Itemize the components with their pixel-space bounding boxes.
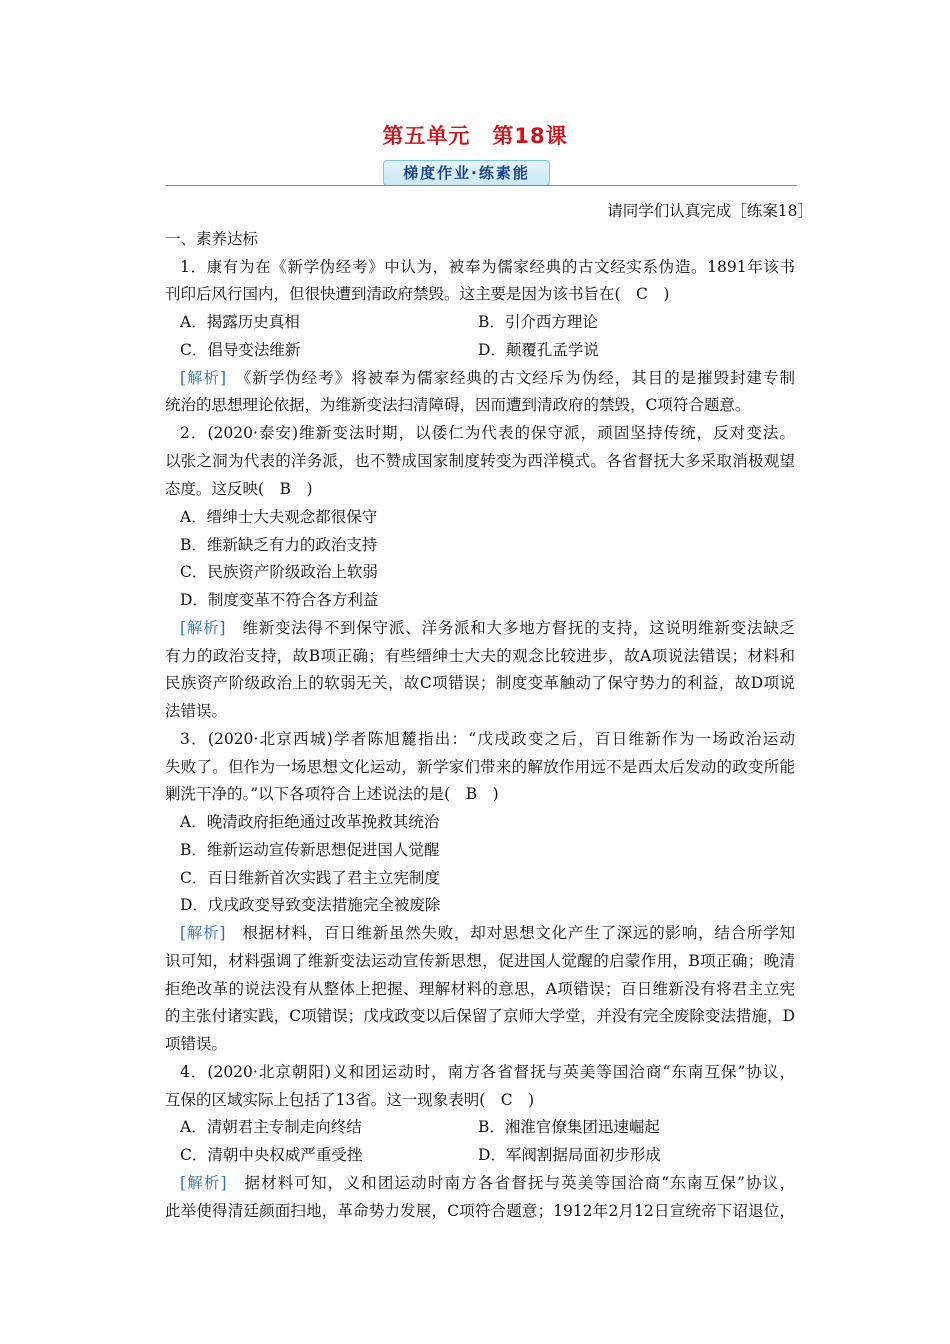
question-3-option-d: D．戊戌政变导致变法措施完全被废除 [180,896,441,914]
question-2-analysis-line-3: 民族资产阶级政治上的软弱无关，故C项错误；制度变革触动了保守势力的利益，故D项说 [165,674,795,692]
question-1-analysis-line-2: 统治的思想理论依据，为维新变法扫清障碍，因而遭到清政府的禁毁，C项符合题意。 [165,396,751,414]
question-3-stem-line-2: 失败了。但作为一场思想文化运动，新学家们带来的解放作用远不是西太后发动的政变所能 [165,758,795,776]
analysis-tag: [解析] [180,924,226,942]
question-1-option-c: C．倡导变法维新 [180,341,301,359]
question-3-analysis-line-4: 的主张付诸实践，C项错误；戊戌政变以后保留了京师大学堂，并没有完全废除变法措施，D [165,1007,795,1025]
question-1-stem-line-1: 1．康有为在《新学伪经考》中认为，被奉为儒家经典的古文经实系伪造。1891年该书 [180,258,795,276]
question-1-option-d: D．颠覆孔孟学说 [478,341,599,359]
question-4-analysis-line-1: [解析] 据材料可知，义和团运动时南方各省督抚与英美等国洽商“东南互保”协议， [180,1174,795,1192]
question-2-stem-line-3: 态度。这反映( B ) [165,480,313,498]
question-3-option-a: A．晚清政府拒绝通过改革挽救其统治 [180,813,440,831]
question-3-option-b: B．维新运动宣传新思想促进国人觉醒 [180,841,440,859]
question-2-analysis-line-2: 有力的政治支持，故B项正确；有些缙绅士大夫的观念比较进步，故A项说法错误；材料和 [165,647,795,665]
question-3-analysis-line-2: 识可知，材料强调了维新变法运动宣传新思想，促进国人觉醒的启蒙作用，B项正确；晚清 [165,952,795,970]
question-3-stem-line-1: 3．(2020·北京西城)学者陈旭麓指出：“戊戌政变之后，百日维新作为一场政治运动 [180,730,795,748]
question-4-stem-line-1: 4．(2020·北京朝阳)义和团运动时，南方各省督抚与英美等国洽商“东南互保”协议， [180,1063,795,1081]
question-2-option-a: A．缙绅士大夫观念都很保守 [180,508,378,526]
question-2-option-b: B．维新缺乏有力的政治支持 [180,536,378,554]
analysis-tag: [解析] [180,1174,227,1192]
section-heading: 一、素养达标 [165,230,259,248]
question-3-stem-line-3: 剿洗干净的。”以下各项符合上述说法的是( B ) [165,785,499,803]
section-badge: 梯度作业·练素能 [383,160,550,186]
question-1-option-b: B．引介西方理论 [478,313,598,331]
question-4-analysis-line-2: 此举使得清廷颜面扫地，革命势力发展，C项符合题意；1912年2月12日宣统帝下诏退位， [165,1202,795,1220]
question-4-option-a: A．清朝君主专制走向终结 [180,1118,362,1136]
question-2-analysis-line-1: [解析] 维新变法得不到保守派、洋务派和大多地方督抚的支持，这说明维新变法缺乏 [180,619,795,637]
question-4-option-c: C．清朝中央权威严重受挫 [180,1146,363,1164]
analysis-tag: [解析] [180,619,226,637]
question-1-option-a: A．揭露历史真相 [180,313,300,331]
question-3-option-c: C．百日维新首次实践了君主立宪制度 [180,869,440,887]
question-2-option-d: D．制度变革不符合各方利益 [180,591,379,609]
assignment-note: 请同学们认真完成［练案18］ [607,202,813,220]
question-3-analysis-line-5: 项错误。 [165,1035,228,1053]
question-4-option-d: D．军阀割据局面初步形成 [478,1146,661,1164]
question-2-stem-line-2: 以张之洞为代表的洋务派，也不赞成国家制度转变为西洋模式。各省督抚大多采取消极观望 [165,452,795,470]
question-2-stem-line-1: 2．(2020·泰安)维新变法时期，以倭仁为代表的保守派，顽固坚持传统，反对变法。 [180,424,795,442]
analysis-tag: [解析] [180,369,227,387]
header-divider [165,185,797,186]
question-4-option-b: B．湘淮官僚集团迅速崛起 [478,1118,660,1136]
question-1-stem-line-2: 刊印后风行国内，但很快遭到清政府禁毁。这主要是因为该书旨在( C ) [165,285,670,303]
question-3-analysis-line-3: 拒绝改革的说法没有从整体上把握、理解材料的意思，A项错误；百日维新没有将君主立宪 [165,980,795,998]
question-4-stem-line-2: 互保的区域实际上包括了13省。这一现象表明( C ) [165,1091,535,1109]
question-2-option-c: C．民族资产阶级政治上软弱 [180,563,378,581]
question-1-analysis-line-1: [解析] 《新学伪经考》将被奉为儒家经典的古文经斥为伪经，其目的是摧毁封建专制 [180,369,795,387]
page-title: 第五单元 第18课 [382,124,568,148]
question-2-analysis-line-4: 法错误。 [165,702,228,720]
question-3-analysis-line-1: [解析] 根据材料，百日维新虽然失败，却对思想文化产生了深远的影响，结合所学知 [180,924,795,942]
